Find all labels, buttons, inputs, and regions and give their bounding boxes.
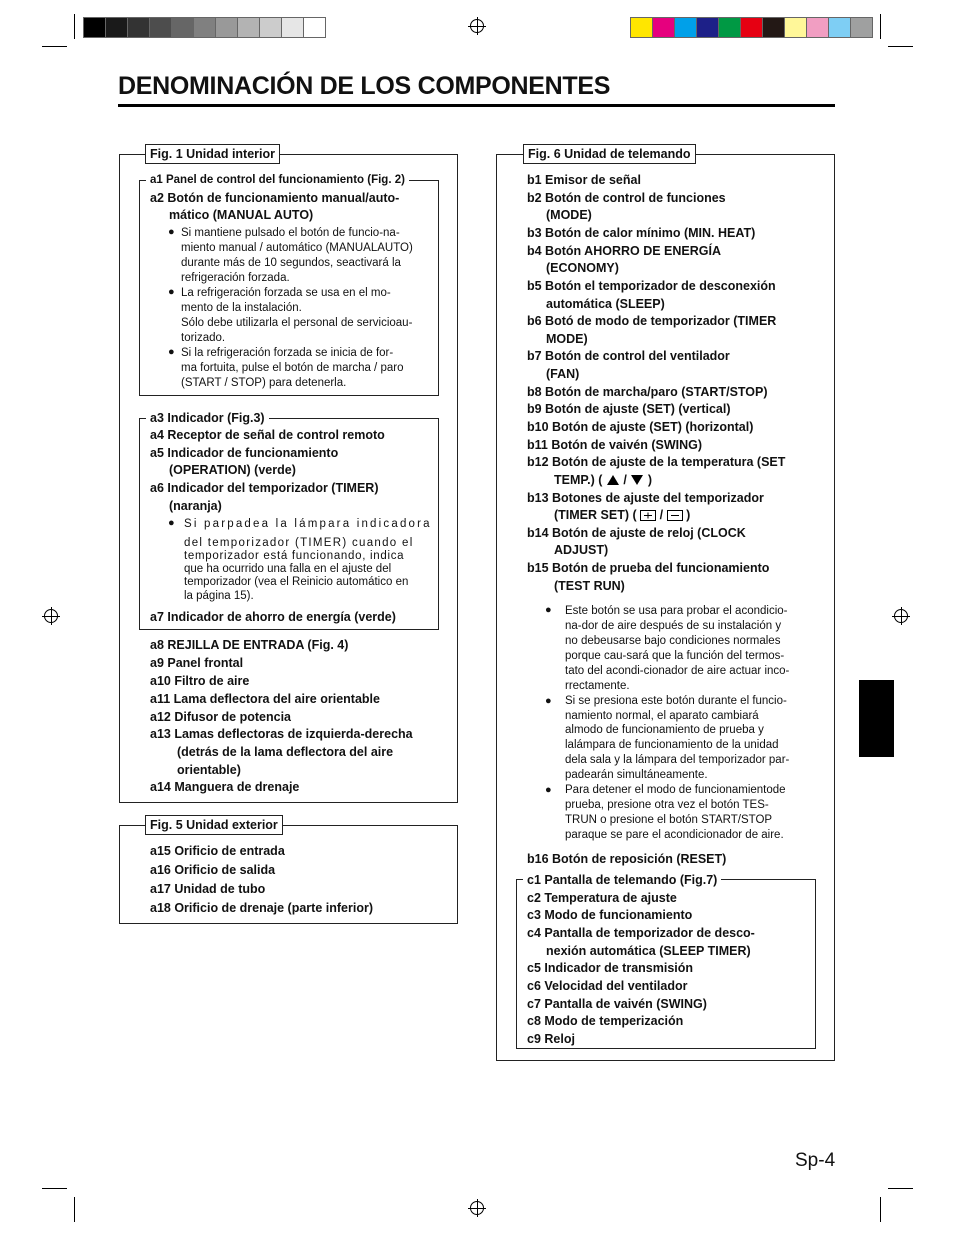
b12-text: TEMP.) (: [554, 473, 603, 487]
crop-mark: [42, 1188, 67, 1189]
registration-icon: [44, 609, 58, 623]
triangle-down-icon: [630, 474, 644, 486]
plus-box-icon: [640, 510, 656, 521]
note-line: almodo de funcionamiento de prueba y: [565, 724, 764, 736]
note-line: durante más de 10 segundos, seactivará la: [181, 257, 401, 269]
color-swatch: [784, 17, 807, 38]
b11-line: b11 Botón de vaivén (SWING): [527, 438, 703, 452]
note-line: porque cau-sará que la función del termos-: [565, 650, 785, 662]
a11-line: a11 Lama deflectora del aire orientable: [150, 692, 380, 706]
color-swatch: [696, 17, 719, 38]
b5-line: automática (SLEEP): [546, 297, 665, 311]
note-line: refrigeración forzada.: [181, 272, 290, 284]
a2-line: a2 Botón de funcionamiento manual/auto-: [150, 191, 400, 205]
color-swatch: [806, 17, 829, 38]
registration-icon: [470, 19, 484, 33]
b3-line: b3 Botón de calor mínimo (MIN. HEAT): [527, 226, 756, 240]
bullet-icon: ●: [168, 346, 175, 358]
b2-line: (MODE): [546, 208, 592, 222]
page-number: Sp-4: [795, 1150, 836, 1171]
color-swatch: [303, 17, 326, 38]
crop-mark: [74, 1197, 75, 1222]
a16-line: a16 Orificio de salida: [150, 863, 276, 877]
crop-mark: [888, 1188, 913, 1189]
b12-text: ): [647, 473, 652, 487]
note-line: miento manual / automático (MANUALAUTO): [181, 242, 413, 254]
note-line: que ha ocurrido una falla en el ajuste del: [184, 563, 392, 575]
color-swatch: [105, 17, 128, 38]
color-swatch: [149, 17, 172, 38]
c4-line: c4 Pantalla de temporizador de desco-: [527, 926, 755, 940]
a5-line: (OPERATION) (verde): [169, 463, 296, 477]
a12-line: a12 Difusor de potencia: [150, 710, 292, 724]
note-line: La refrigeración forzada se usa en el mo-: [181, 287, 391, 299]
note-line: temporizador está funcionando, indica: [184, 550, 405, 562]
a5-line: a5 Indicador de funcionamiento: [150, 446, 339, 460]
color-swatch: [281, 17, 304, 38]
color-swatch: [83, 17, 106, 38]
color-swatch: [127, 17, 150, 38]
bullet-icon: ●: [168, 517, 175, 529]
color-swatch: [215, 17, 238, 38]
bullet-icon: ●: [168, 226, 175, 238]
c6-line: c6 Velocidad del ventilador: [527, 979, 688, 993]
bullet-icon: ●: [545, 604, 552, 616]
page-title: DENOMINACIÓN DE LOS COMPONENTES: [118, 72, 611, 100]
b14-line: b14 Botón de ajuste de reloj (CLOCK: [527, 526, 746, 540]
note-line: Si parpadea la lámpara indicadora: [184, 518, 432, 530]
b7-line: (FAN): [546, 367, 580, 381]
b13-text: ): [686, 508, 691, 522]
bullet-icon: ●: [545, 784, 552, 796]
bullet-icon: ●: [168, 286, 175, 298]
registration-icon: [894, 609, 908, 623]
note-line: ma fortuita, pulse el botón de marcha / paro: [181, 362, 404, 374]
note-line: mento de la instalación.: [181, 302, 302, 314]
b1-line: b1 Emisor de señal: [527, 173, 641, 187]
a13-line: orientable): [177, 763, 241, 777]
b13-text: /: [659, 508, 664, 522]
color-swatch: [652, 17, 675, 38]
a8-line: a8 REJILLA DE ENTRADA (Fig. 4): [150, 638, 349, 652]
c1-label: c1 Pantalla de telemando (Fig.7): [523, 872, 721, 888]
crop-mark: [888, 46, 913, 47]
b13-line: b13 Botones de ajuste del temporizador: [527, 491, 764, 505]
color-swatch: [674, 17, 697, 38]
note-line: (START / STOP) para detenerla.: [181, 377, 347, 389]
note-line: na-dor de aire después de su instalación y: [565, 620, 782, 632]
c2-line: c2 Temperatura de ajuste: [527, 891, 677, 905]
b4-line: b4 Botón AHORRO DE ENERGÍA: [527, 244, 721, 258]
color-swatch: [740, 17, 763, 38]
a4-line: a4 Receptor de señal de control remoto: [150, 428, 385, 442]
b4-line: (ECONOMY): [546, 261, 619, 275]
note-line: padearán simultáneamente.: [565, 769, 708, 781]
color-swatch: [762, 17, 785, 38]
c8-line: c8 Modo de temperización: [527, 1014, 684, 1028]
fig5-label: Fig. 5 Unidad exterior: [145, 815, 283, 835]
a6-line: a6 Indicador del temporizador (TIMER): [150, 481, 379, 495]
crop-mark: [74, 14, 75, 39]
c4-line: nexión automática (SLEEP TIMER): [546, 944, 751, 958]
note-line: Si mantiene pulsado el botón de funcio-na-: [181, 227, 400, 239]
note-line: rrectamente.: [565, 680, 630, 692]
b12-line: b12 Botón de ajuste de la temperatura (SET: [527, 455, 786, 469]
b16-line: b16 Botón de reposición (RESET): [527, 852, 727, 866]
b9-line: b9 Botón de ajuste (SET) (vertical): [527, 402, 731, 416]
note-line: Este botón se usa para probar el acondicio-: [565, 605, 788, 617]
b13-line: [554, 507, 690, 523]
title-rule: [118, 104, 835, 107]
note-line: del temporizador (TIMER) cuando el: [184, 537, 414, 549]
note-line: dela sala y la lámpara del temporizador par-: [565, 754, 790, 766]
a1-label: a1 Panel de control del funcionamiento (Fig. 2): [146, 172, 409, 188]
c3-line: c3 Modo de funcionamiento: [527, 908, 693, 922]
a9-line: a9 Panel frontal: [150, 656, 244, 670]
note-line: Sólo debe utilizarla el personal de servicioau-: [181, 317, 413, 329]
b12-text: /: [623, 473, 627, 487]
b7-line: b7 Botón de control del ventilador: [527, 349, 730, 363]
a6-line: (naranja): [169, 499, 222, 513]
note-line: Si la refrigeración forzada se inicia de for-: [181, 347, 394, 359]
crop-mark: [42, 46, 67, 47]
color-swatch: [850, 17, 873, 38]
note-line: la página 15).: [184, 590, 254, 602]
a15-line: a15 Orificio de entrada: [150, 844, 285, 858]
crop-mark: [880, 1197, 881, 1222]
note-line: tato del acondi-cionador de aire actuar inco-: [565, 665, 790, 677]
a17-line: a17 Unidad de tubo: [150, 882, 266, 896]
a18-line: a18 Orificio de drenaje (parte inferior): [150, 901, 373, 915]
minus-box-icon: [667, 510, 683, 521]
b12-line: [554, 472, 652, 488]
note-line: torizado.: [181, 332, 226, 344]
color-swatch: [171, 17, 194, 38]
c9-line: c9 Reloj: [527, 1032, 575, 1046]
crop-mark: [880, 14, 881, 39]
section-tab: [859, 680, 894, 757]
a3-label: a3 Indicador (Fig.3): [146, 410, 269, 426]
color-swatch: [259, 17, 282, 38]
a10-line: a10 Filtro de aire: [150, 674, 250, 688]
b10-line: b10 Botón de ajuste (SET) (horizontal): [527, 420, 754, 434]
registration-icon: [470, 1201, 484, 1215]
triangle-up-icon: [606, 474, 620, 486]
b13-text: (TIMER SET) (: [554, 508, 637, 522]
note-line: lalámpara de funcionamiento de la unidad: [565, 739, 779, 751]
b15-line: b15 Botón de prueba del funcionamiento: [527, 561, 770, 575]
color-swatch: [828, 17, 851, 38]
note-line: paraque se pare el acondicionador de aire.: [565, 829, 784, 841]
a14-line: a14 Manguera de drenaje: [150, 780, 300, 794]
b6-line: MODE): [546, 332, 588, 346]
fig6-label: Fig. 6 Unidad de telemando: [523, 144, 696, 164]
b14-line: ADJUST): [554, 543, 609, 557]
c7-line: c7 Pantalla de vaivén (SWING): [527, 997, 707, 1011]
b8-line: b8 Botón de marcha/paro (START/STOP): [527, 385, 768, 399]
note-line: temporizador (vea el Reinicio automático en: [184, 576, 409, 588]
a13-line: (detrás de la lama deflectora del aire: [177, 745, 394, 759]
a13-line: a13 Lamas deflectoras de izquierda-derecha: [150, 727, 413, 741]
note-line: TRUN o presione el botón START/STOP: [565, 814, 773, 826]
note-line: Si se presiona este botón durante el funcio-: [565, 695, 787, 707]
fig1-label: Fig. 1 Unidad interior: [145, 144, 280, 164]
color-swatch: [193, 17, 216, 38]
a2-line: mático (MANUAL AUTO): [169, 208, 314, 222]
color-swatch: [237, 17, 260, 38]
note-line: no debeusarse bajo condiciones normales: [565, 635, 781, 647]
c5-line: c5 Indicador de transmisión: [527, 961, 694, 975]
note-line: Para detener el modo de funcionamientode: [565, 784, 786, 796]
b5-line: b5 Botón el temporizador de desconexión: [527, 279, 776, 293]
color-swatch: [630, 17, 653, 38]
b15-line: (TEST RUN): [554, 579, 625, 593]
color-swatch: [718, 17, 741, 38]
a7-line: a7 Indicador de ahorro de energía (verde): [150, 610, 396, 624]
b2-line: b2 Botón de control de funciones: [527, 191, 726, 205]
bullet-icon: ●: [545, 695, 552, 707]
note-line: namiento normal, el aparato cambiará: [565, 710, 759, 722]
note-line: prueba, presione otra vez el botón TES-: [565, 799, 769, 811]
b6-line: b6 Botó de modo de temporizador (TIMER: [527, 314, 777, 328]
